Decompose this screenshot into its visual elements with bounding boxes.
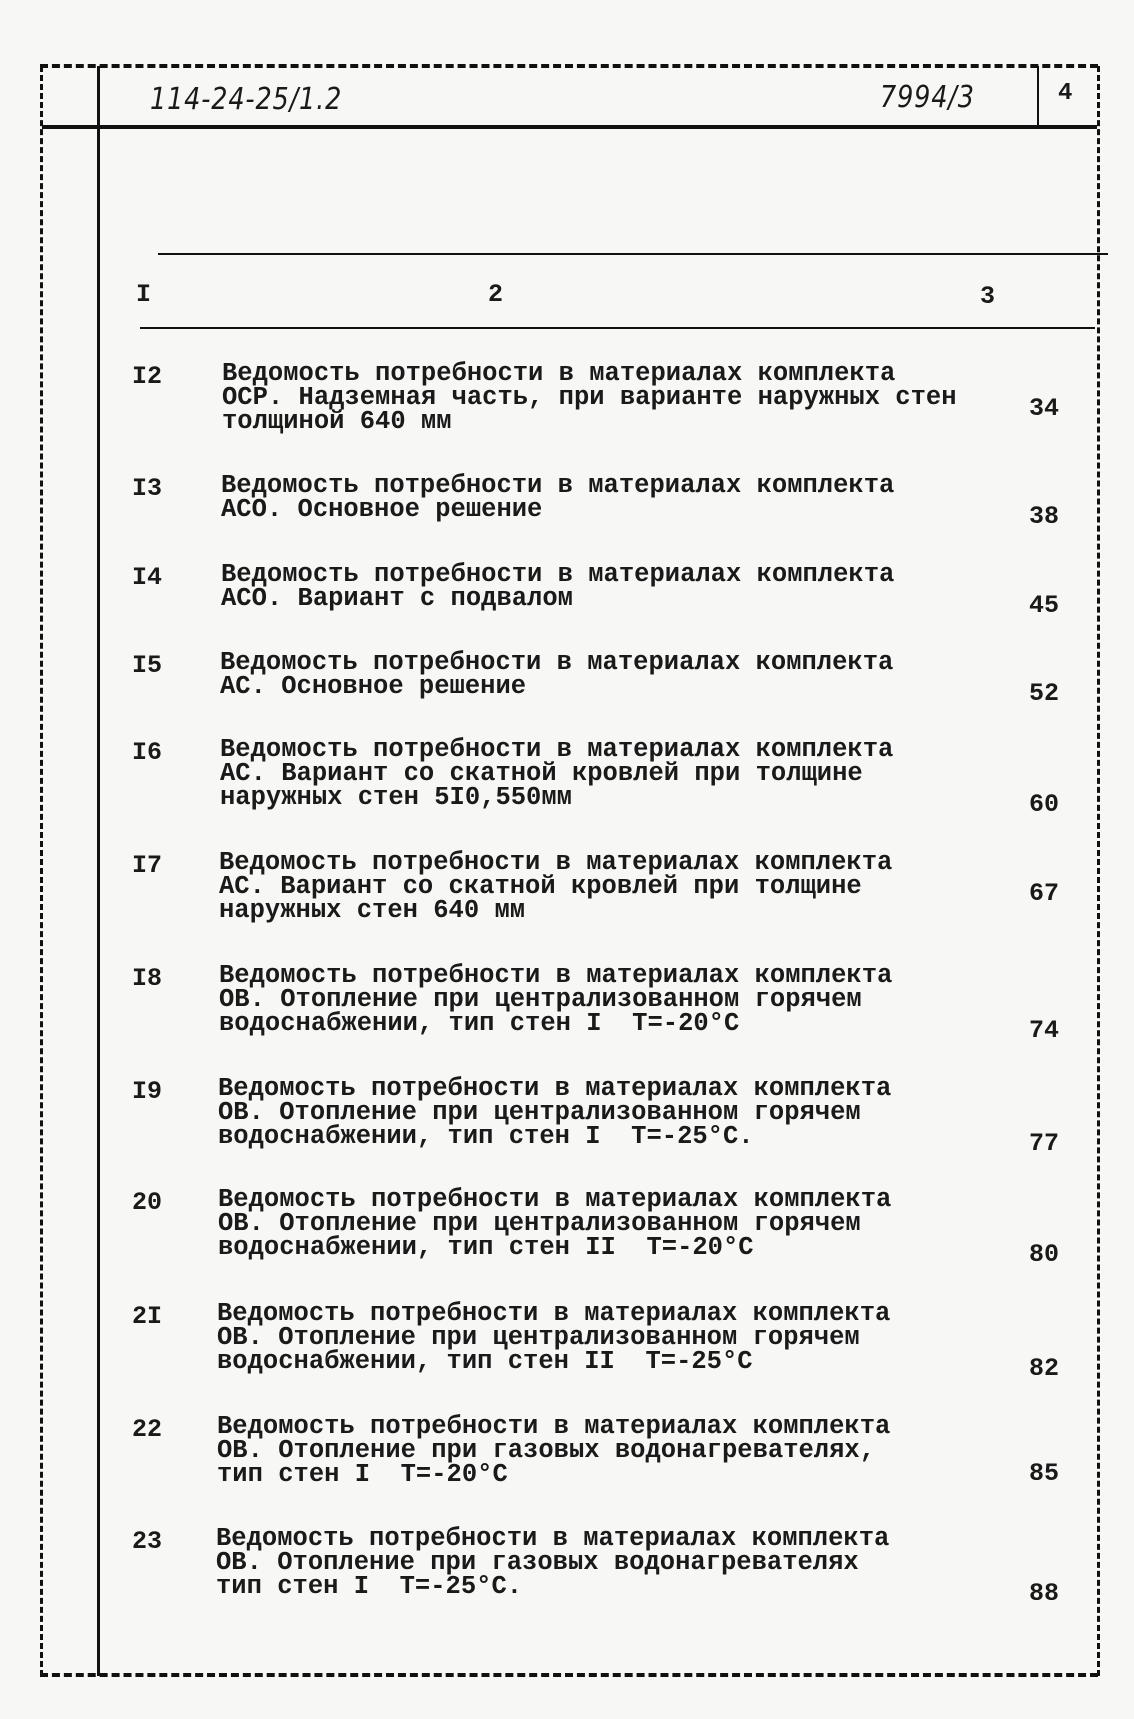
frame-right-border bbox=[1097, 66, 1100, 1676]
entry-title-line: Ведомость потребности в материалах комплекта bbox=[218, 1185, 892, 1214]
entry-page-number: 85 bbox=[1028, 1459, 1059, 1488]
entry-number: I2 bbox=[132, 362, 163, 391]
entry-title-line: АС. Вариант со скатной кровлей при толщине bbox=[219, 872, 862, 901]
entry-title-line: ОВ. Отопление при централизованном горячем bbox=[218, 1098, 861, 1127]
entry-page-number: 74 bbox=[1028, 1016, 1059, 1045]
entry-title-line: тип стен I Т=-25°С. bbox=[216, 1572, 523, 1601]
entry-title-line: АСО. Вариант с подвалом bbox=[221, 584, 573, 613]
frame-bottom-border bbox=[40, 1673, 1098, 1677]
entry-title-line: Ведомость потребности в материалах комплекта bbox=[219, 848, 893, 877]
sheet-number: 4 bbox=[1058, 80, 1073, 107]
entry-page-number: 45 bbox=[1028, 591, 1059, 620]
entry-title-line: АС. Вариант со скатной кровлей при толщине bbox=[220, 759, 863, 788]
table-top-line bbox=[158, 253, 1108, 255]
entry-number: I6 bbox=[132, 738, 163, 767]
entry-title-line: Ведомость потребности в материалах комплекта bbox=[220, 735, 894, 764]
document-code: 114-24-25/1.2 bbox=[150, 82, 343, 117]
entry-title-line: ОСР. Надземная часть, при варианте наружных стен bbox=[222, 383, 957, 412]
entry-title-line: ОВ. Отопление при централизованном горячем bbox=[217, 1323, 860, 1352]
entry-number: I5 bbox=[132, 651, 163, 680]
entry-title-line: толщиной 640 мм bbox=[222, 407, 452, 436]
entry-title-line: Ведомость потребности в материалах комплекта bbox=[220, 648, 894, 677]
entry-title-line: АСО. Основное решение bbox=[221, 495, 543, 524]
entry-title-line: ОВ. Отопление при газовых водонагревателях, bbox=[217, 1436, 876, 1465]
entry-title-line: наружных стен 640 мм bbox=[219, 896, 526, 925]
column-header-number: I bbox=[136, 280, 152, 309]
entry-title-line: Ведомость потребности в материалах комплекта bbox=[221, 560, 895, 589]
entry-number: 23 bbox=[132, 1527, 163, 1556]
frame-left-border bbox=[40, 66, 43, 1676]
column-header-page: 3 bbox=[980, 282, 996, 311]
entry-page-number: 34 bbox=[1028, 394, 1059, 423]
column-header-title: 2 bbox=[488, 280, 504, 309]
entry-page-number: 82 bbox=[1028, 1354, 1059, 1383]
entry-page-number: 60 bbox=[1028, 790, 1059, 819]
column-header-line bbox=[140, 327, 1095, 329]
entry-page-number: 80 bbox=[1028, 1240, 1059, 1269]
entry-title-line: Ведомость потребности в материалах комплекта bbox=[218, 1074, 892, 1103]
entry-title-line: водоснабжении, тип стен II Т=-25°С bbox=[217, 1347, 753, 1376]
entry-title-line: водоснабжении, тип стен II Т=-20°С bbox=[218, 1233, 754, 1262]
entry-title-line: Ведомость потребности в материалах комплекта bbox=[221, 471, 895, 500]
entry-title-line: Ведомость потребности в материалах комплекта bbox=[222, 359, 896, 388]
entry-title-line: водоснабжении, тип стен I Т=-25°С. bbox=[218, 1122, 754, 1151]
entry-page-number: 67 bbox=[1028, 879, 1059, 908]
entry-title-line: Ведомость потребности в материалах комплекта bbox=[219, 961, 893, 990]
header-divider bbox=[42, 125, 1097, 129]
frame-top-border bbox=[40, 64, 1098, 68]
entry-number: 22 bbox=[132, 1415, 163, 1444]
inventory-number: 7994/3 bbox=[880, 80, 975, 115]
entry-number: I8 bbox=[132, 964, 163, 993]
entry-number: I3 bbox=[132, 474, 163, 503]
entry-title-line: тип стен I Т=-20°С bbox=[217, 1460, 508, 1489]
entry-page-number: 52 bbox=[1028, 679, 1059, 708]
entry-title-line: Ведомость потребности в материалах комплекта bbox=[217, 1299, 891, 1328]
entry-page-number: 88 bbox=[1028, 1579, 1059, 1608]
entry-number: I9 bbox=[132, 1077, 163, 1106]
binding-margin-line bbox=[97, 66, 100, 1676]
entry-number: 2I bbox=[132, 1302, 163, 1331]
entry-number: 20 bbox=[132, 1188, 163, 1217]
entry-title-line: АС. Основное решение bbox=[220, 672, 527, 701]
sheet-box-divider bbox=[1037, 66, 1039, 126]
entry-title-line: наружных стен 5I0,550мм bbox=[220, 783, 572, 812]
entry-number: I4 bbox=[132, 563, 163, 592]
entry-page-number: 77 bbox=[1028, 1129, 1059, 1158]
entry-title-line: ОВ. Отопление при централизованном горячем bbox=[218, 1209, 861, 1238]
entry-title-line: Ведомость потребности в материалах комплекта bbox=[217, 1412, 891, 1441]
entry-title-line: водоснабжении, тип стен I Т=-20°С bbox=[219, 1009, 740, 1038]
entry-page-number: 38 bbox=[1028, 502, 1059, 531]
entry-number: I7 bbox=[132, 851, 163, 880]
entry-title-line: Ведомость потребности в материалах комплекта bbox=[216, 1524, 890, 1553]
entry-title-line: ОВ. Отопление при газовых водонагревателях bbox=[216, 1548, 859, 1577]
entry-title-line: ОВ. Отопление при централизованном горячем bbox=[219, 985, 862, 1014]
